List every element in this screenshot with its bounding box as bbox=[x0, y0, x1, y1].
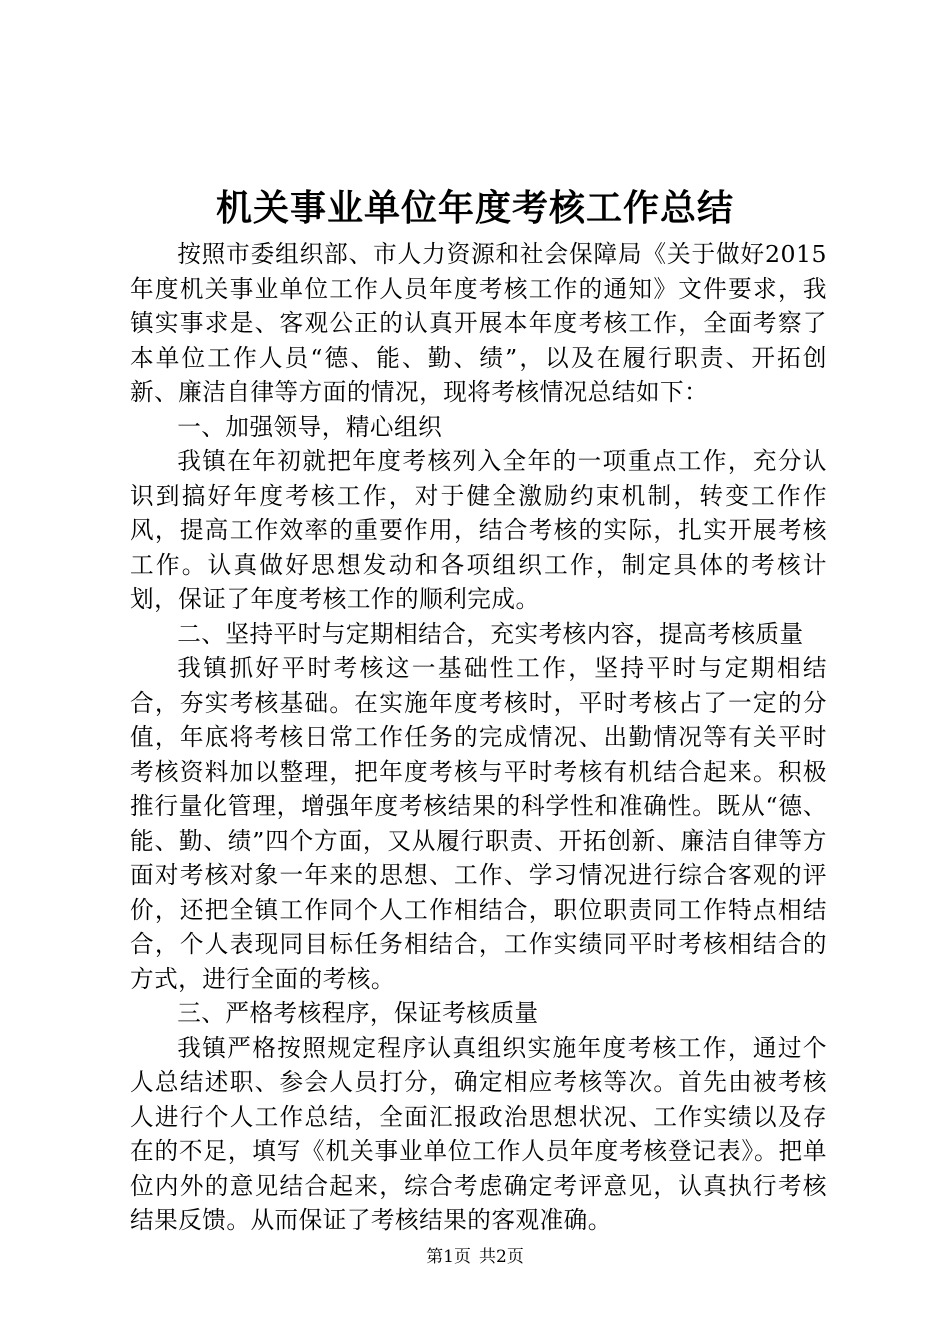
section-heading-3: 三、严格考核程序，保证考核质量 bbox=[177, 999, 539, 1027]
page-footer bbox=[0, 1245, 950, 1269]
document-title: 机关事业单位年度考核工作总结 bbox=[215, 187, 734, 229]
section-paragraph-3: 我镇严格按照规定程序认真组织实施年度考核工作，通过个人总结述职、参会人员打分，确定相应考核等次。首先由被考核人进行个人工作总结，全面汇报政治思想状况、工作实绩以及存在的不足，填写《机关事业单位工作人员年度考核登记表》。把单位内外的意见结合起来，综合考虑确定考评意见，认真执行考核结果反馈。从而保证了考核结果的客观准确。 bbox=[130, 1033, 827, 1234]
section-heading-1: 一、加强领导，精心组织 bbox=[177, 412, 443, 441]
section-heading-2: 二、坚持平时与定期相结合，充实考核内容，提高考核质量 bbox=[177, 619, 804, 648]
intro-paragraph: 按照市委组织部、市人力资源和社会保障局《关于做好2015年度机关事业单位工作人员年度考核工作的通知》文件要求，我镇实事求是、客观公正的认真开展本年度考核工作，全面考察了本单位工作人员“德、能、勤、绩”，以及在履行职责、开拓创新、廉洁自律等方面的情况，现将考核情况总结如下： bbox=[130, 240, 827, 406]
page-total: 共2页 bbox=[479, 1247, 524, 1267]
document-body bbox=[130, 237, 827, 1238]
section-paragraph-1: 我镇在年初就把年度考核列入全年的一项重点工作，充分认识到搞好年度考核工作，对于健全激励约束机制，转变工作作风，提高工作效率的重要作用，结合考核的实际，扎实开展考核工作。认真做好思想发动和各项组织工作，制定具体的考核计划，保证了年度考核工作的顺利完成。 bbox=[130, 447, 827, 613]
page-number: 第1页 bbox=[426, 1247, 471, 1267]
section-paragraph-2: 我镇抓好平时考核这一基础性工作，坚持平时与定期相结合，夯实考核基础。在实施年度考核时，平时考核占了一定的分值，年底将考核日常工作任务的完成情况、出勤情况等有关平时考核资料加以整理，把年度考核与平时考核有机结合起来。积极推行量化管理，增强年度考核结果的科学性和准确性。既从“德、能、勤、绩”四个方面，又从履行职责、开拓创新、廉洁自律等方面对考核对象一年来的思想、工作、学习情况进行综合客观的评价，还把全镇工作同个人工作相结合，职位职责同工作特点相结合，个人表现同目标任务相结合，工作实绩同平时考核相结合的方式，进行全面的考核。 bbox=[130, 654, 827, 993]
